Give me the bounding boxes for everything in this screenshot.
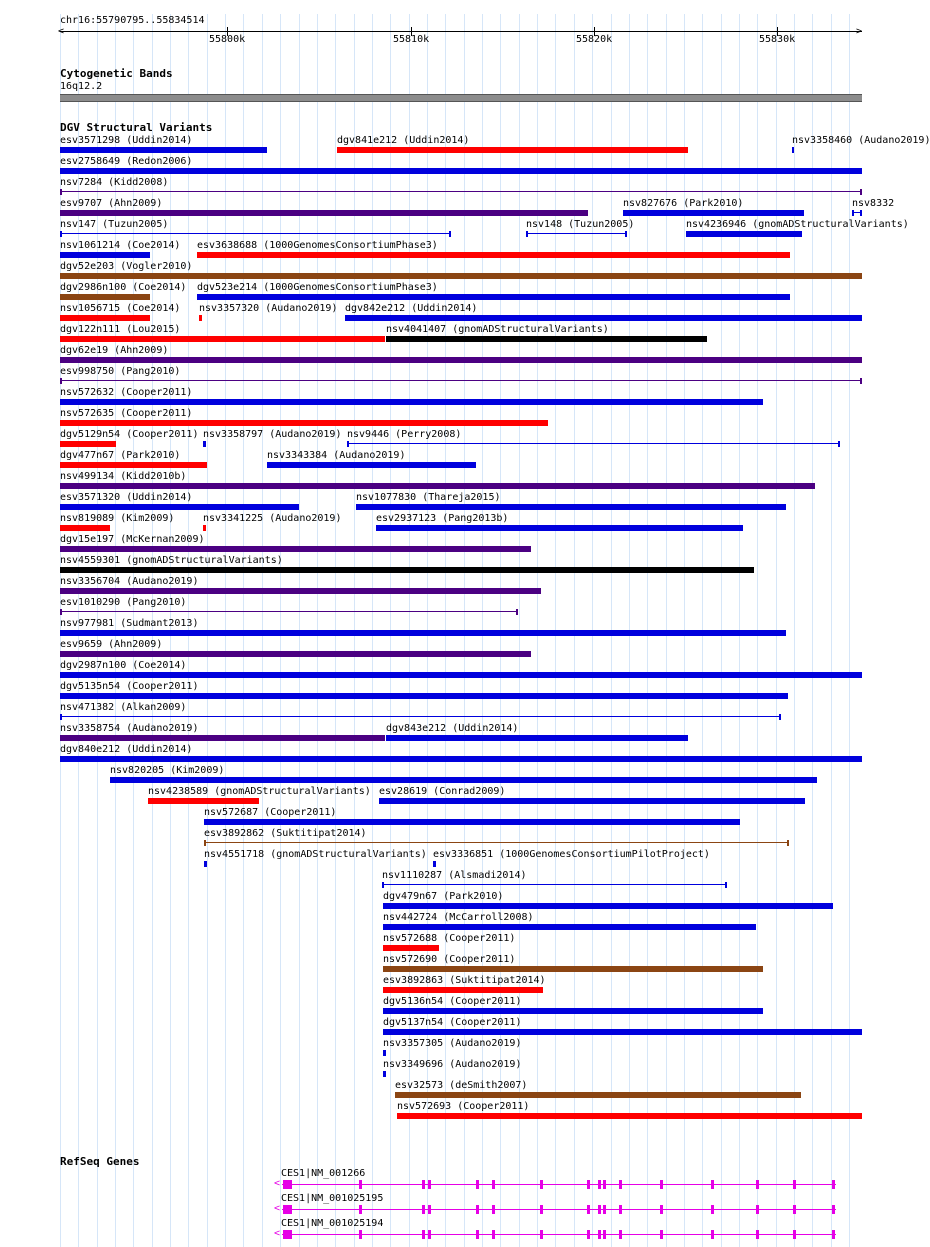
variant-bar[interactable] [60, 294, 150, 300]
variant-bar[interactable] [60, 588, 541, 594]
variant-cap [860, 189, 862, 195]
gene-exon[interactable] [289, 1180, 291, 1189]
variant-bar[interactable] [60, 672, 862, 678]
cytoband-label: 16q12.2 [60, 81, 103, 92]
variant-label: nsv1061214 (Coe2014) [60, 240, 181, 251]
variant-label: dgv477n67 (Park2010) [60, 450, 181, 461]
variant-bar[interactable] [397, 1113, 862, 1119]
variant-bar[interactable] [60, 483, 815, 489]
gene-label: CES1|NM_001025195 [281, 1193, 384, 1204]
variant-label: nsv3349696 (Audano2019) [383, 1059, 522, 1070]
dgv-track-title: DGV Structural Variants [60, 121, 213, 134]
variant-bar[interactable] [383, 1008, 763, 1014]
variant-bar[interactable] [60, 252, 150, 258]
variant-label: esv9707 (Ahn2009) [60, 198, 163, 209]
variant-bar[interactable] [60, 399, 763, 405]
variant-label: esv1010290 (Pang2010) [60, 597, 187, 608]
ruler-tick-label: 55820k [576, 34, 613, 45]
strand-arrow-icon: < [274, 1178, 281, 1189]
variant-label: nsv3357320 (Audano2019) [199, 303, 338, 314]
variant-bar[interactable] [60, 168, 862, 174]
variant-bar[interactable] [197, 252, 790, 258]
variant-line[interactable] [60, 233, 451, 234]
gene-exon[interactable] [598, 1180, 601, 1189]
gene-exon[interactable] [476, 1230, 479, 1239]
refseq-track-title: RefSeq Genes [60, 1155, 140, 1168]
variant-label: nsv3356704 (Audano2019) [60, 576, 199, 587]
variant-label: nsv3343384 (Audano2019) [267, 450, 406, 461]
variant-label: nsv977981 (Sudmant2013) [60, 618, 199, 629]
variant-label: dgv62e19 (Ahn2009) [60, 345, 169, 356]
variant-label: nsv148 (Tuzun2005) [526, 219, 635, 230]
variant-cap [860, 378, 862, 384]
gene-exon[interactable] [492, 1205, 495, 1214]
gene-exon[interactable] [428, 1205, 431, 1214]
variant-label: nsv3358460 (Audano2019) [792, 135, 930, 146]
variant-label: nsv572632 (Cooper2011) [60, 387, 193, 398]
variant-line[interactable] [526, 233, 627, 234]
variant-label: dgv2986n100 (Coe2014) [60, 282, 187, 293]
variant-bar[interactable] [792, 147, 794, 153]
gene-exon[interactable] [428, 1230, 431, 1239]
gene-exon[interactable] [603, 1205, 606, 1214]
variant-label: nsv3358797 (Audano2019) [203, 429, 342, 440]
variant-label: dgv5136n54 (Cooper2011) [383, 996, 522, 1007]
variant-label: nsv1077830 (Thareja2015) [356, 492, 501, 503]
gene-exon[interactable] [587, 1230, 590, 1239]
variant-line[interactable] [60, 611, 518, 612]
gene-exon[interactable] [289, 1230, 291, 1239]
cytoband-track-title: Cytogenetic Bands [60, 67, 173, 80]
variant-label: nsv572635 (Cooper2011) [60, 408, 193, 419]
variant-bar[interactable] [383, 903, 833, 909]
variant-bar[interactable] [376, 525, 743, 531]
variant-label: dgv843e212 (Uddin2014) [386, 723, 519, 734]
variant-bar[interactable] [383, 1071, 386, 1077]
variant-bar[interactable] [60, 441, 116, 447]
variant-label: nsv572688 (Cooper2011) [383, 933, 516, 944]
variant-bar[interactable] [267, 462, 476, 468]
variant-cap [60, 378, 62, 384]
variant-cap [725, 882, 727, 888]
variant-bar[interactable] [395, 1092, 801, 1098]
variant-bar[interactable] [60, 273, 862, 279]
variant-bar[interactable] [199, 315, 202, 321]
variant-label: dgv840e212 (Uddin2014) [60, 744, 193, 755]
gene-exon[interactable] [359, 1205, 362, 1214]
variant-bar[interactable] [383, 945, 439, 951]
gene-intron [282, 1234, 836, 1235]
gene-exon[interactable] [660, 1205, 663, 1214]
variant-label: nsv827676 (Park2010) [623, 198, 744, 209]
variant-bar[interactable] [203, 441, 206, 447]
gene-exon[interactable] [711, 1180, 714, 1189]
variant-bar[interactable] [356, 504, 786, 510]
variant-bar[interactable] [386, 336, 707, 342]
gene-exon[interactable] [492, 1230, 495, 1239]
variant-bar[interactable] [148, 798, 259, 804]
gene-exon[interactable] [540, 1230, 543, 1239]
variant-label: nsv4238589 (gnomADStructuralVariants) [148, 786, 371, 797]
variant-bar[interactable] [60, 546, 531, 552]
variant-label: dgv842e212 (Uddin2014) [345, 303, 478, 314]
variant-label: esv998750 (Pang2010) [60, 366, 181, 377]
strand-arrow-icon: < [274, 1203, 281, 1214]
gene-exon[interactable] [832, 1180, 835, 1189]
variant-label: dgv5137n54 (Cooper2011) [383, 1017, 522, 1028]
gene-intron [282, 1184, 836, 1185]
variant-line[interactable] [204, 842, 789, 843]
gene-exon[interactable] [793, 1205, 796, 1214]
variant-label: esv3336851 (1000GenomesConsortiumPilotProject) [433, 849, 710, 860]
variant-label: nsv3358754 (Audano2019) [60, 723, 199, 734]
variant-cap [787, 840, 789, 846]
variant-label: nsv820205 (Kim2009) [110, 765, 225, 776]
variant-bar[interactable] [60, 420, 548, 426]
variant-label: dgv5129n54 (Cooper2011) [60, 429, 199, 440]
variant-label: nsv147 (Tuzun2005) [60, 219, 169, 230]
variant-bar[interactable] [686, 231, 802, 237]
gene-exon[interactable] [711, 1205, 714, 1214]
gene-exon[interactable] [359, 1180, 362, 1189]
gene-label: CES1|NM_001266 [281, 1168, 366, 1179]
gene-exon[interactable] [587, 1205, 590, 1214]
gene-exon[interactable] [619, 1205, 622, 1214]
variant-label: dgv15e197 (McKernan2009) [60, 534, 205, 545]
variant-label: dgv479n67 (Park2010) [383, 891, 504, 902]
grid-line [831, 14, 832, 1247]
variant-bar[interactable] [345, 315, 862, 321]
gene-exon[interactable] [756, 1180, 759, 1189]
variant-cap [60, 231, 62, 237]
variant-bar[interactable] [383, 966, 763, 972]
ruler-axis[interactable] [60, 31, 862, 32]
variant-label: nsv3341225 (Audano2019) [203, 513, 342, 524]
gene-exon[interactable] [422, 1230, 425, 1239]
gene-exon[interactable] [476, 1180, 479, 1189]
variant-label: nsv499134 (Kidd2010b) [60, 471, 187, 482]
variant-label: esv3571320 (Uddin2014) [60, 492, 193, 503]
variant-bar[interactable] [60, 504, 299, 510]
ruler-tick-label: 55800k [209, 34, 246, 45]
gene-exon[interactable] [359, 1230, 362, 1239]
variant-cap [852, 210, 854, 216]
gene-exon[interactable] [476, 1205, 479, 1214]
variant-label: nsv3357305 (Audano2019) [383, 1038, 522, 1049]
variant-label: nsv1110287 (Alsmadi2014) [382, 870, 527, 881]
variant-line[interactable] [60, 716, 781, 717]
grid-line [849, 14, 850, 1247]
ruler-tick-label: 55810k [393, 34, 430, 45]
variant-label: nsv1056715 (Coe2014) [60, 303, 181, 314]
gene-exon[interactable] [422, 1180, 425, 1189]
variant-label: nsv471382 (Alkan2009) [60, 702, 187, 713]
gene-exon[interactable] [422, 1205, 425, 1214]
grid-line [812, 14, 813, 1247]
gene-exon[interactable] [660, 1230, 663, 1239]
gene-exon[interactable] [603, 1230, 606, 1239]
variant-bar[interactable] [197, 294, 790, 300]
gene-exon[interactable] [793, 1180, 796, 1189]
variant-bar[interactable] [383, 1029, 862, 1035]
variant-label: nsv4559301 (gnomADStructuralVariants) [60, 555, 283, 566]
variant-cap [204, 840, 206, 846]
gene-exon[interactable] [711, 1230, 714, 1239]
gene-exon[interactable] [492, 1180, 495, 1189]
variant-label: esv28619 (Conrad2009) [379, 786, 506, 797]
variant-bar[interactable] [337, 147, 688, 153]
variant-bar[interactable] [60, 462, 207, 468]
variant-label: esv3892863 (Suktitipat2014) [383, 975, 546, 986]
variant-label: dgv5135n54 (Cooper2011) [60, 681, 199, 692]
gene-exon[interactable] [603, 1180, 606, 1189]
variant-label: nsv8332 [852, 198, 895, 209]
variant-label: esv32573 (deSmith2007) [395, 1080, 528, 1091]
gene-exon[interactable] [540, 1180, 543, 1189]
variant-label: dgv841e212 (Uddin2014) [337, 135, 470, 146]
variant-bar[interactable] [60, 315, 150, 321]
variant-bar[interactable] [60, 210, 588, 216]
variant-bar[interactable] [60, 336, 385, 342]
variant-label: nsv572690 (Cooper2011) [383, 954, 516, 965]
variant-cap [625, 231, 627, 237]
left-arrow-icon: < [58, 26, 65, 37]
gene-exon[interactable] [598, 1205, 601, 1214]
gene-label: CES1|NM_001025194 [281, 1218, 384, 1229]
gene-exon[interactable] [619, 1180, 622, 1189]
variant-label: esv2937123 (Pang2013b) [376, 513, 509, 524]
variant-line[interactable] [60, 380, 862, 381]
variant-bar[interactable] [60, 147, 267, 153]
variant-bar[interactable] [60, 630, 786, 636]
variant-bar[interactable] [204, 861, 207, 867]
variant-bar[interactable] [433, 861, 436, 867]
gene-exon[interactable] [428, 1180, 431, 1189]
variant-label: nsv442724 (McCarroll2008) [383, 912, 534, 923]
variant-cap [60, 714, 62, 720]
variant-cap [347, 441, 349, 447]
variant-bar[interactable] [386, 735, 688, 741]
right-arrow-icon: > [856, 26, 863, 37]
variant-label: dgv122n111 (Lou2015) [60, 324, 181, 335]
variant-bar[interactable] [383, 924, 756, 930]
location-label: chr16:55790795..55834514 [60, 15, 205, 26]
strand-arrow-icon: < [274, 1228, 281, 1239]
variant-cap [779, 714, 781, 720]
gene-exon[interactable] [540, 1205, 543, 1214]
ruler-tick-label: 55830k [759, 34, 796, 45]
variant-label: dgv523e214 (1000GenomesConsortiumPhase3) [197, 282, 438, 293]
grid-line [794, 14, 795, 1247]
variant-bar[interactable] [203, 525, 206, 531]
variant-bar[interactable] [60, 756, 862, 762]
variant-label: esv9659 (Ahn2009) [60, 639, 163, 650]
gene-exon[interactable] [832, 1230, 835, 1239]
variant-label: nsv4236946 (gnomADStructuralVariants) [686, 219, 909, 230]
variant-bar[interactable] [204, 819, 740, 825]
gene-exon[interactable] [756, 1205, 759, 1214]
variant-label: nsv7284 (Kidd2008) [60, 177, 169, 188]
variant-label: dgv52e203 (Vogler2010) [60, 261, 193, 272]
variant-cap [60, 609, 62, 615]
variant-label: dgv2987n100 (Coe2014) [60, 660, 187, 671]
gene-exon[interactable] [793, 1230, 796, 1239]
variant-bar[interactable] [60, 735, 385, 741]
cytoband-bar[interactable] [60, 94, 862, 102]
variant-label: esv3571298 (Uddin2014) [60, 135, 193, 146]
variant-label: nsv4041407 (gnomADStructuralVariants) [386, 324, 609, 335]
variant-cap [526, 231, 528, 237]
variant-label: nsv819089 (Kim2009) [60, 513, 175, 524]
variant-cap [382, 882, 384, 888]
variant-label: esv3892862 (Suktitipat2014) [204, 828, 367, 839]
gene-intron [282, 1209, 836, 1210]
variant-label: nsv572687 (Cooper2011) [204, 807, 337, 818]
variant-label: esv2758649 (Redon2006) [60, 156, 193, 167]
variant-cap [449, 231, 451, 237]
variant-bar[interactable] [623, 210, 804, 216]
gene-exon[interactable] [660, 1180, 663, 1189]
gene-exon[interactable] [756, 1230, 759, 1239]
variant-cap [516, 609, 518, 615]
gene-exon[interactable] [587, 1180, 590, 1189]
gene-exon[interactable] [619, 1230, 622, 1239]
variant-bar[interactable] [110, 777, 817, 783]
variant-cap [60, 189, 62, 195]
variant-label: esv3638688 (1000GenomesConsortiumPhase3) [197, 240, 438, 251]
variant-cap [860, 210, 862, 216]
variant-label: nsv572693 (Cooper2011) [397, 1101, 530, 1112]
variant-bar[interactable] [60, 357, 862, 363]
variant-bar[interactable] [379, 798, 805, 804]
variant-line[interactable] [382, 884, 727, 885]
variant-bar[interactable] [60, 567, 754, 573]
variant-bar[interactable] [60, 693, 788, 699]
variant-line[interactable] [347, 443, 840, 444]
variant-cap [838, 441, 840, 447]
variant-label: nsv4551718 (gnomADStructuralVariants) [204, 849, 427, 860]
variant-bar[interactable] [383, 1050, 386, 1056]
variant-bar[interactable] [383, 987, 543, 993]
variant-bar[interactable] [60, 525, 110, 531]
gene-exon[interactable] [598, 1230, 601, 1239]
gene-exon[interactable] [832, 1205, 835, 1214]
variant-bar[interactable] [60, 651, 531, 657]
gene-exon[interactable] [289, 1205, 291, 1214]
variant-label: nsv9446 (Perry2008) [347, 429, 462, 440]
variant-line[interactable] [60, 191, 862, 192]
